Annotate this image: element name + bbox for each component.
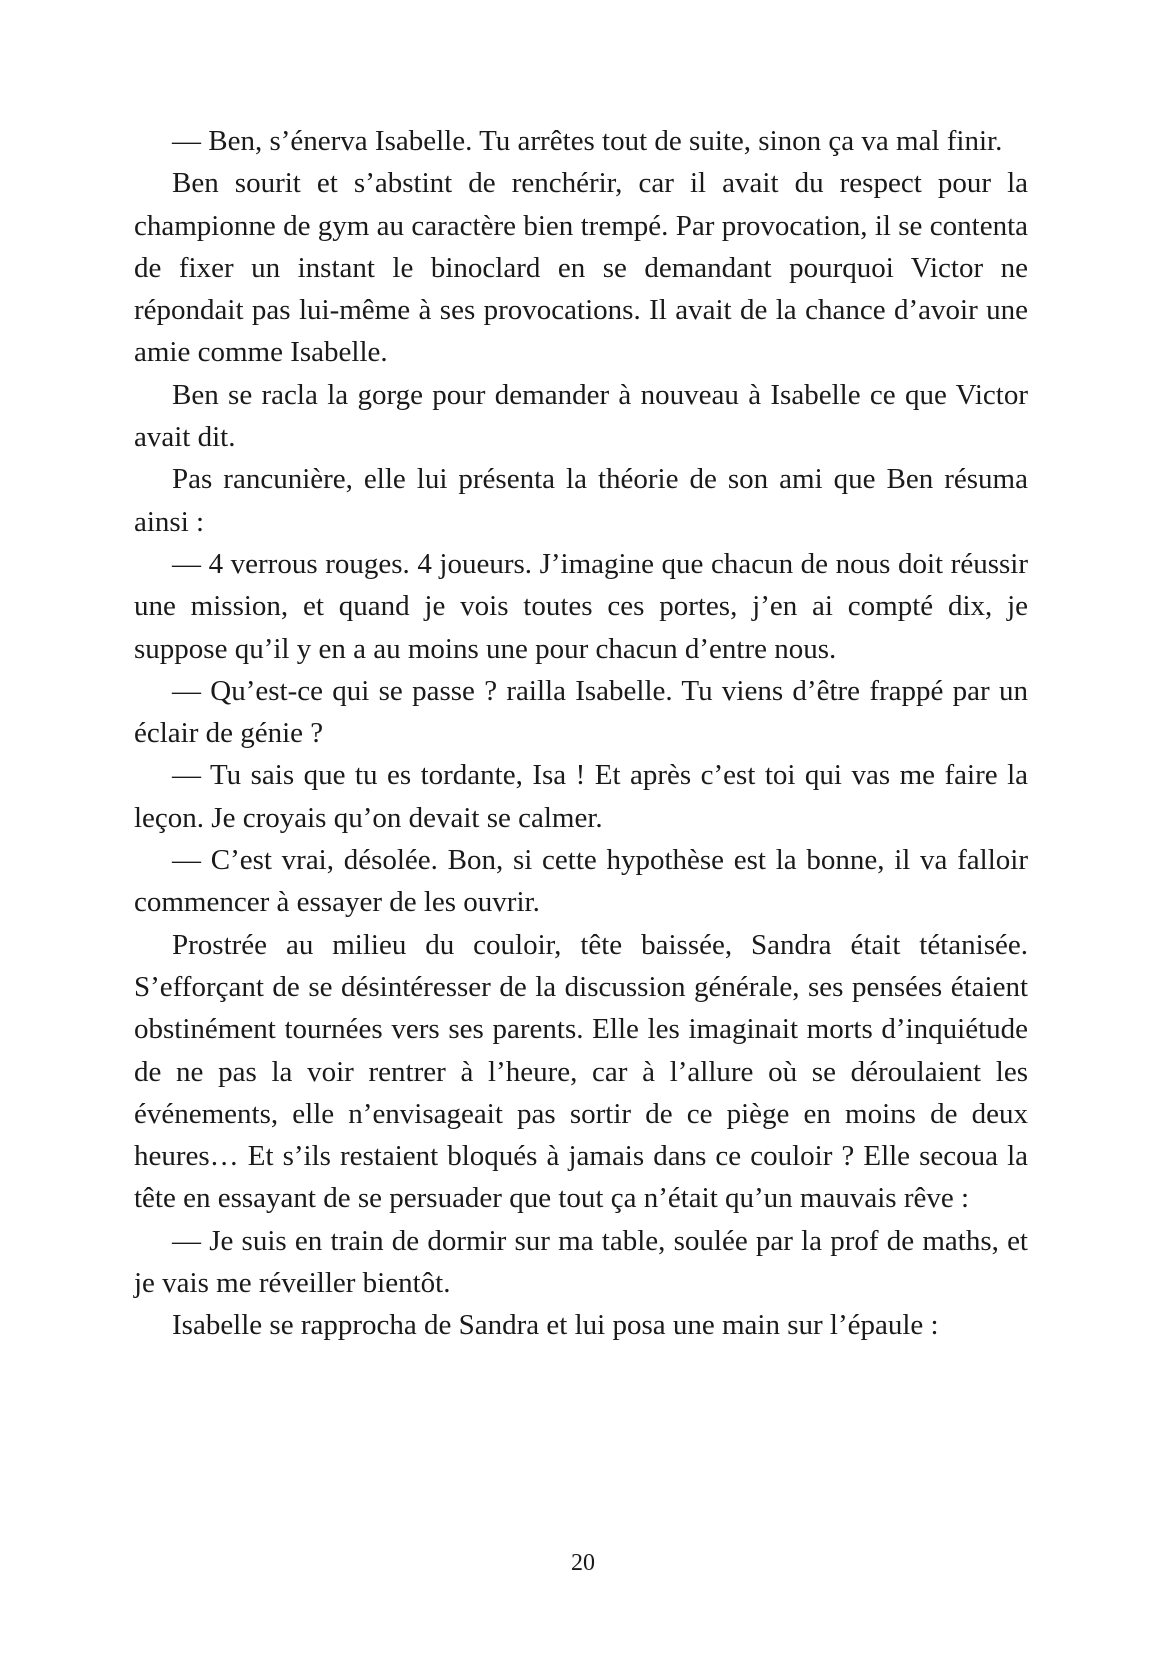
paragraph: Prostrée au milieu du couloir, tête baissée, Sandra était tétanisée. S’efforçant de se désintéresser de la discussion générale, ses pensées étaient obstinément tournées vers ses parents. Elle les imaginait morts d’inquiétude de ne pas la voir rentrer à l’heure, car à l’allure où se déroulaient les événements, elle n’envisageait pas sortir de ce piège en moins de deux heures… Et s’ils restaient bloqués à jamais dans ce couloir ? Elle secoua la tête en essayant de se persuader que tout ça n’était qu’un mauvais rêve : <box>134 928 1028 1215</box>
paragraph: Ben se racla la gorge pour demander à nouveau à Isabelle ce que Victor avait dit. <box>134 378 1028 454</box>
paragraph: — Ben, s’énerva Isabelle. Tu arrêtes tout de suite, sinon ça va mal finir. <box>172 125 1003 157</box>
page-number: 20 <box>571 1550 595 1576</box>
body-text <box>134 120 1028 1347</box>
paragraph: Ben sourit et s’abstint de renchérir, car il avait du respect pour la championne de gym au caractère bien trempé. Par provocation, il se contenta de fixer un instant le binoclard en se demandant pourquoi Victor ne répondait pas lui-même à ses provocations. Il avait de la chance d’avoir une amie comme Isabelle. <box>134 167 1028 369</box>
paragraph: Isabelle se rapprocha de Sandra et lui posa une main sur l’épaule : <box>172 1309 939 1342</box>
paragraph: — Je suis en train de dormir sur ma table, soulée par la prof de maths, et je vais me réveiller bientôt. <box>134 1224 1028 1300</box>
paragraph: Pas rancunière, elle lui présenta la théorie de son ami que Ben résuma ainsi : <box>134 463 1028 538</box>
paragraph: — Qu’est-ce qui se passe ? railla Isabelle. Tu viens d’être frappé par un éclair de génie ? <box>134 674 1028 750</box>
paragraph: — Tu sais que tu es tordante, Isa ! Et après c’est toi qui vas me faire la leçon. Je croyais qu’on devait se calmer. <box>134 759 1028 834</box>
paragraph: — 4 verrous rouges. 4 joueurs. J’imagine que chacun de nous doit réussir une mission, et quand je vois toutes ces portes, j’en ai compté dix, je suppose qu’il y en a au moins une pour chacun d’entre nous. <box>134 547 1028 665</box>
paragraph: — C’est vrai, désolée. Bon, si cette hypothèse est la bonne, il va falloir commencer à essayer de les ouvrir. <box>134 844 1028 919</box>
